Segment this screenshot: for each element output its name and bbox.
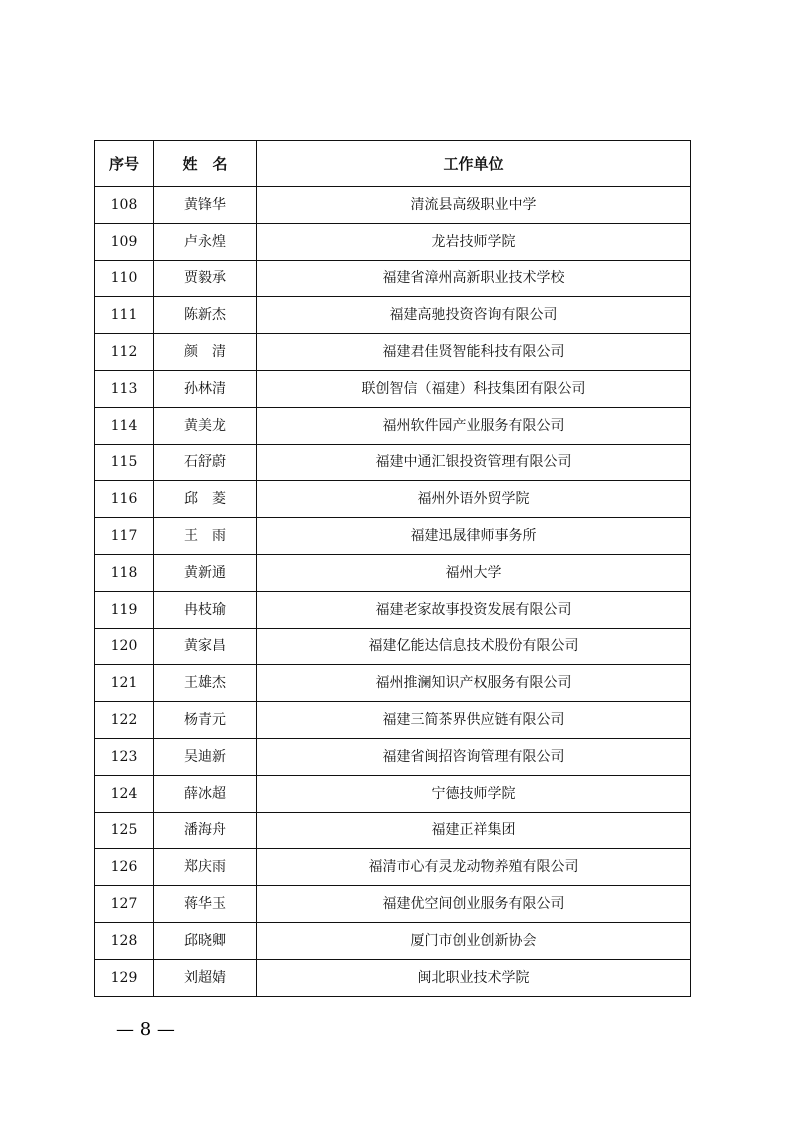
name-cell: 黄锋华 xyxy=(154,187,257,224)
serial-number-cell: 129 xyxy=(95,959,154,996)
name-cell: 石舒蔚 xyxy=(154,444,257,481)
name-cell: 潘海舟 xyxy=(154,812,257,849)
name-cell: 蒋华玉 xyxy=(154,886,257,923)
table-row xyxy=(95,223,691,260)
table-row xyxy=(95,665,691,702)
table-row xyxy=(95,407,691,444)
work-unit-cell: 福建优空间创业服务有限公司 xyxy=(257,886,691,923)
table-row xyxy=(95,738,691,775)
table-row xyxy=(95,554,691,591)
work-unit-cell: 福建君佳贤智能科技有限公司 xyxy=(257,334,691,371)
serial-number-cell: 121 xyxy=(95,665,154,702)
work-unit-cell: 龙岩技师学院 xyxy=(257,223,691,260)
name-cell: 黄美龙 xyxy=(154,407,257,444)
table-row xyxy=(95,591,691,628)
work-unit-cell: 福建省漳州高新职业技术学校 xyxy=(257,260,691,297)
work-unit-cell: 福州推澜知识产权服务有限公司 xyxy=(257,665,691,702)
serial-number-cell: 122 xyxy=(95,702,154,739)
serial-number-cell: 109 xyxy=(95,223,154,260)
serial-number-cell: 127 xyxy=(95,886,154,923)
name-cell: 王雄杰 xyxy=(154,665,257,702)
table-row xyxy=(95,775,691,812)
serial-number-cell: 113 xyxy=(95,370,154,407)
work-unit-cell: 福清市心有灵龙动物养殖有限公司 xyxy=(257,849,691,886)
name-cell: 陈新杰 xyxy=(154,297,257,334)
serial-number-cell: 120 xyxy=(95,628,154,665)
name-cell: 王 雨 xyxy=(154,518,257,555)
table-row xyxy=(95,518,691,555)
serial-number-cell: 117 xyxy=(95,518,154,555)
name-cell: 邱晓卿 xyxy=(154,922,257,959)
header-serial-number: 序号 xyxy=(95,141,154,187)
name-cell: 杨青元 xyxy=(154,702,257,739)
page-number: — 8 — xyxy=(116,1019,175,1040)
header-row xyxy=(95,141,691,187)
work-unit-cell: 闽北职业技术学院 xyxy=(257,959,691,996)
serial-number-cell: 111 xyxy=(95,297,154,334)
work-unit-cell: 厦门市创业创新协会 xyxy=(257,922,691,959)
name-cell: 颜 清 xyxy=(154,334,257,371)
work-unit-cell: 福州大学 xyxy=(257,554,691,591)
serial-number-cell: 114 xyxy=(95,407,154,444)
name-cell: 吴迪新 xyxy=(154,738,257,775)
serial-number-cell: 112 xyxy=(95,334,154,371)
table-row xyxy=(95,702,691,739)
name-cell: 贾毅承 xyxy=(154,260,257,297)
name-cell: 刘超婧 xyxy=(154,959,257,996)
name-cell: 孙林清 xyxy=(154,370,257,407)
table-row xyxy=(95,260,691,297)
table-row xyxy=(95,370,691,407)
table-row xyxy=(95,481,691,518)
name-cell: 黄新通 xyxy=(154,554,257,591)
work-unit-cell: 福建迅晟律师事务所 xyxy=(257,518,691,555)
work-unit-cell: 福建老家故事投资发展有限公司 xyxy=(257,591,691,628)
header-name: 姓 名 xyxy=(154,141,257,187)
serial-number-cell: 124 xyxy=(95,775,154,812)
table-row xyxy=(95,959,691,996)
serial-number-cell: 118 xyxy=(95,554,154,591)
work-unit-cell: 福建三简茶界供应链有限公司 xyxy=(257,702,691,739)
table-row xyxy=(95,886,691,923)
table-row xyxy=(95,812,691,849)
table-row xyxy=(95,334,691,371)
table-row xyxy=(95,922,691,959)
table-row xyxy=(95,187,691,224)
table-row xyxy=(95,297,691,334)
serial-number-cell: 123 xyxy=(95,738,154,775)
serial-number-cell: 128 xyxy=(95,922,154,959)
work-unit-cell: 联创智信（福建）科技集团有限公司 xyxy=(257,370,691,407)
serial-number-cell: 126 xyxy=(95,849,154,886)
serial-number-cell: 108 xyxy=(95,187,154,224)
table-row xyxy=(95,849,691,886)
work-unit-cell: 福建中通汇银投资管理有限公司 xyxy=(257,444,691,481)
serial-number-cell: 125 xyxy=(95,812,154,849)
work-unit-cell: 福建正祥集团 xyxy=(257,812,691,849)
serial-number-cell: 116 xyxy=(95,481,154,518)
serial-number-cell: 119 xyxy=(95,591,154,628)
name-cell: 郑庆雨 xyxy=(154,849,257,886)
serial-number-cell: 115 xyxy=(95,444,154,481)
name-cell: 卢永煌 xyxy=(154,223,257,260)
name-cell: 薛冰超 xyxy=(154,775,257,812)
work-unit-cell: 福州外语外贸学院 xyxy=(257,481,691,518)
personnel-table xyxy=(94,140,691,997)
work-unit-cell: 福建省闽招咨询管理有限公司 xyxy=(257,738,691,775)
work-unit-cell: 福州软件园产业服务有限公司 xyxy=(257,407,691,444)
work-unit-cell: 宁德技师学院 xyxy=(257,775,691,812)
table-row xyxy=(95,628,691,665)
header-work-unit: 工作单位 xyxy=(257,141,691,187)
work-unit-cell: 福建亿能达信息技术股份有限公司 xyxy=(257,628,691,665)
table-body xyxy=(95,187,691,997)
serial-number-cell: 110 xyxy=(95,260,154,297)
name-cell: 冉枝瑜 xyxy=(154,591,257,628)
name-cell: 邱 菱 xyxy=(154,481,257,518)
table-header xyxy=(95,141,691,187)
work-unit-cell: 清流县高级职业中学 xyxy=(257,187,691,224)
name-cell: 黄家昌 xyxy=(154,628,257,665)
table-row xyxy=(95,444,691,481)
work-unit-cell: 福建高驰投资咨询有限公司 xyxy=(257,297,691,334)
